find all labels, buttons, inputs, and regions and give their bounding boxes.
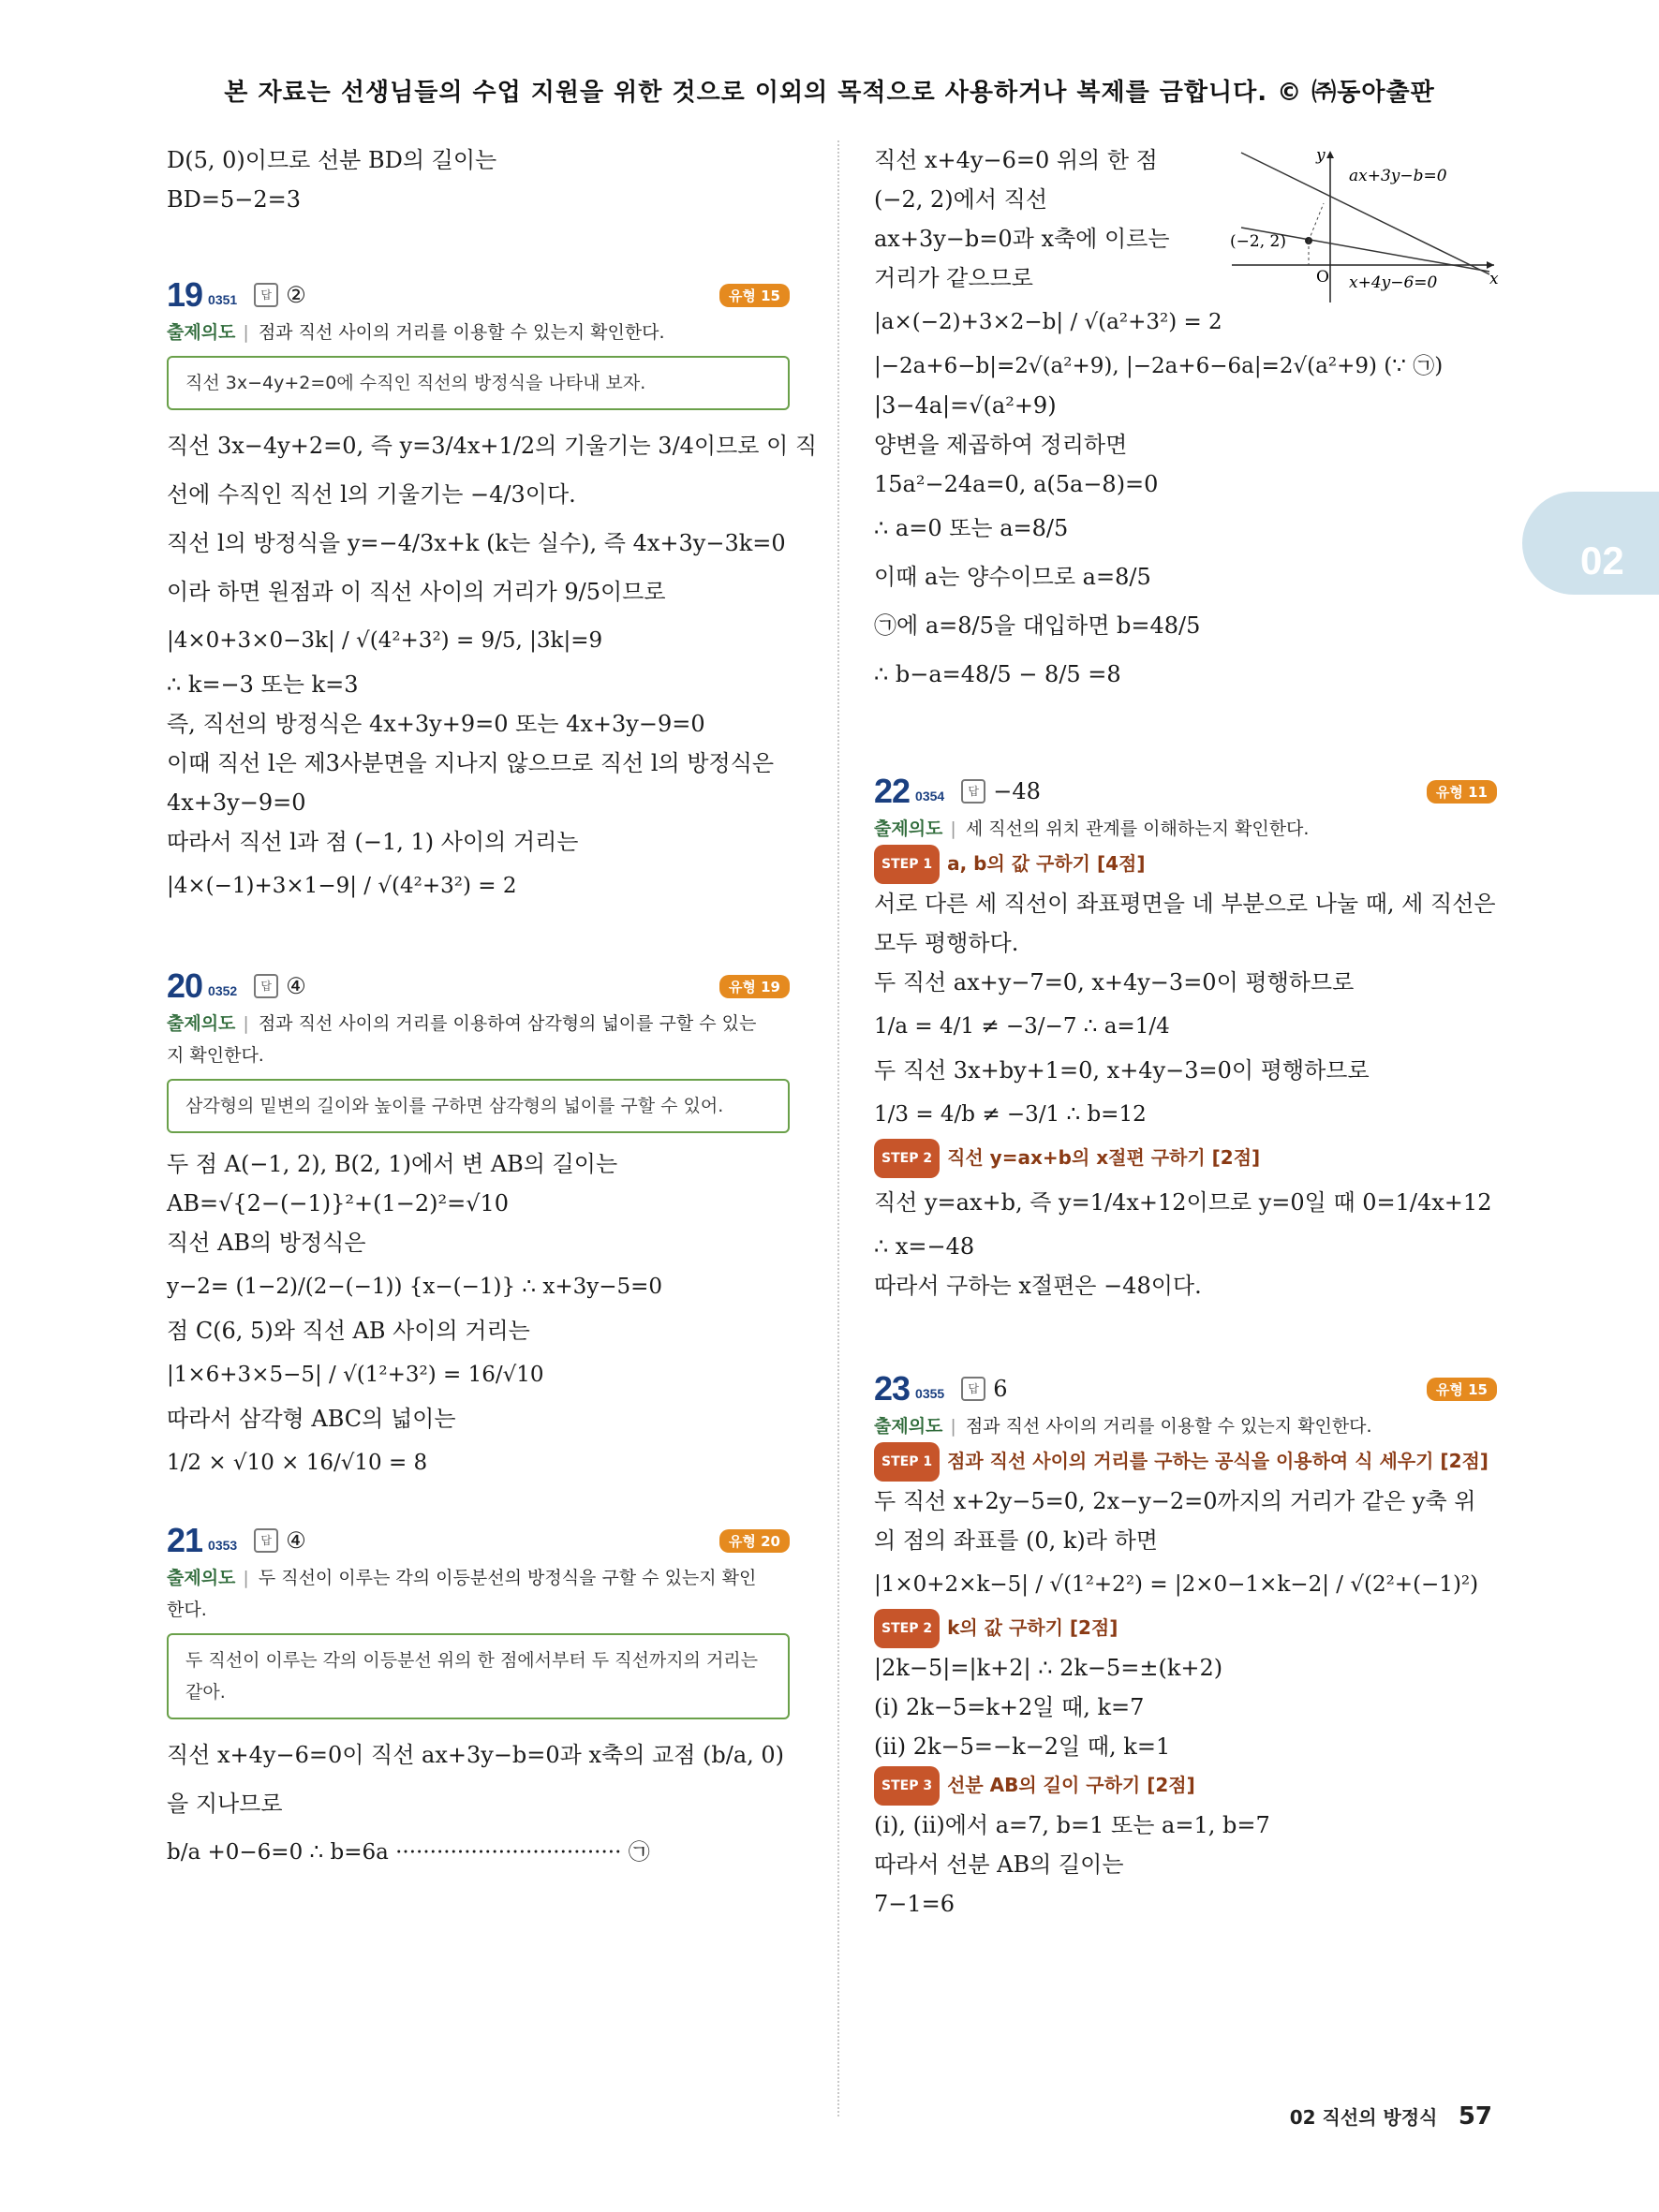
- problem-number: 22: [874, 772, 911, 810]
- solution-line: 직선 3x−4y+2=0, 즉 y=3/4x+1/2의 기울기는 3/4이므로 이 직: [167, 433, 818, 459]
- label-ax3yb: ax+3y−b=0: [1349, 167, 1447, 185]
- problem-header: [167, 1519, 790, 1562]
- intent-text-cont: 한다.: [167, 1600, 207, 1620]
- solution-line: 따라서 삼각형 ABC의 넓이는: [167, 1406, 456, 1432]
- intent-label: 출제의도: [874, 818, 943, 839]
- solution-line: 모두 평행하다.: [874, 930, 1019, 956]
- solution-line: |a×(−2)+3×2−b| / √(a²+3²) = 2: [874, 310, 1222, 334]
- step-heading: [874, 845, 1497, 884]
- label-y: y: [1316, 146, 1326, 165]
- problem-intent: 출제의도 | 두 직선이 이루는 각의 이등분선의 방정식을 구할 수 있는지 확인: [167, 1568, 757, 1588]
- solution-line: 점 C(6, 5)와 직선 AB 사이의 거리는: [167, 1318, 530, 1344]
- type-badge: 유형 19: [719, 975, 790, 998]
- step-heading: [874, 1139, 1497, 1178]
- solution-line: 따라서 구하는 x절편은 −48이다.: [874, 1273, 1202, 1299]
- intent-text: 점과 직선 사이의 거리를 이용하여 삼각형의 넓이를 구할 수 있는: [258, 1013, 757, 1034]
- problem-intent: 출제의도 | 점과 직선 사이의 거리를 이용할 수 있는지 확인한다.: [167, 322, 665, 343]
- step-badge: STEP 1: [874, 845, 940, 884]
- solution-line: 두 직선 ax+y−7=0, x+4y−3=0이 평행하므로: [874, 969, 1355, 995]
- label-x: x: [1489, 270, 1499, 288]
- problem-code: 0352: [208, 983, 238, 998]
- problem-header: [167, 965, 790, 1008]
- solution-line: AB=√{2−(−1)}²+(1−2)²=√10: [167, 1190, 510, 1217]
- page-number: 57: [1458, 2102, 1492, 2131]
- solution-line: |1×0+2×k−5| / √(1²+2²) = |2×0−1×k−2| / √(2²+(−1)²): [874, 1572, 1479, 1597]
- hint-box: [167, 1633, 790, 1719]
- solution-line: 1/2 × √10 × 16/√10 = 8: [167, 1451, 428, 1475]
- step-badge: STEP 3: [874, 1766, 940, 1806]
- solution-line: 두 직선 x+2y−5=0, 2x−y−2=0까지의 거리가 같은 y축 위: [874, 1488, 1476, 1514]
- type-badge: 유형 20: [719, 1529, 790, 1553]
- problem-number: 19: [167, 275, 203, 314]
- column-divider: [837, 140, 839, 2116]
- solution-line: (i) 2k−5=k+2일 때, k=7: [874, 1694, 1145, 1720]
- answer-value: −48: [993, 778, 1041, 804]
- answer-icon: 답: [254, 1528, 278, 1553]
- intent-text: 점과 직선 사이의 거리를 이용할 수 있는지 확인한다.: [258, 322, 665, 343]
- intro-line: BD=5−2=3: [167, 186, 302, 213]
- solution-line: 직선 l의 방정식을 y=−4/3x+k (k는 실수), 즉 4x+3y−3k=0: [167, 530, 786, 556]
- intent-text: 세 직선의 위치 관계를 이해하는지 확인한다.: [965, 818, 1310, 839]
- problem-header: [874, 770, 1497, 813]
- label-point: (−2, 2): [1230, 232, 1286, 251]
- step-title: 점과 직선 사이의 거리를 구하는 공식을 이용하여 식 세우기 [2점]: [947, 1450, 1489, 1472]
- solution-line: 따라서 직선 l과 점 (−1, 1) 사이의 거리는: [167, 829, 579, 855]
- label-x4y6: x+4y−6=0: [1349, 273, 1438, 292]
- solution-line: 직선 x+4y−6=0이 직선 ax+3y−b=0과 x축의 교점 (b/a, 0): [167, 1742, 785, 1768]
- solution-line: 즉, 직선의 방정식은 4x+3y+9=0 또는 4x+3y−9=0: [167, 711, 705, 737]
- answer-value: ④: [286, 1527, 306, 1554]
- intent-label: 출제의도: [874, 1416, 943, 1437]
- right-column: [874, 140, 1497, 1924]
- step-heading: [874, 1609, 1497, 1648]
- answer-icon: 답: [254, 283, 278, 307]
- footer-section: 02 직선의 방정식: [1289, 2106, 1438, 2129]
- hint-box: 직선 3x−4y+2=0에 수직인 직선의 방정식을 나타내 보자.: [167, 356, 790, 410]
- solution-line: 두 직선 3x+by+1=0, x+4y−3=0이 평행하므로: [874, 1057, 1370, 1084]
- chapter-tab: [1522, 492, 1659, 595]
- solution-line: 7−1=6: [874, 1891, 955, 1917]
- solution-line: (ii) 2k−5=−k−2일 때, k=1: [874, 1733, 1171, 1760]
- solution-line: ∴ x=−48: [874, 1233, 975, 1260]
- problem-code: 0355: [915, 1386, 945, 1401]
- step-title: k의 값 구하기 [2점]: [947, 1616, 1118, 1639]
- solution-line: (−2, 2)에서 직선: [874, 186, 1047, 213]
- answer-value: ④: [286, 973, 306, 999]
- solution-line: 따라서 선분 AB의 길이는: [874, 1851, 1124, 1878]
- solution-line: y−2= (1−2)/(2−(−1)) {x−(−1)} ∴ x+3y−5=0: [167, 1275, 663, 1299]
- problem-code: 0353: [208, 1538, 238, 1553]
- solution-line: |3−4a|=√(a²+9): [874, 392, 1057, 419]
- intro-line: D(5, 0)이므로 선분 BD의 길이는: [167, 147, 497, 173]
- problem-21-figure: [1222, 145, 1503, 304]
- intent-label: 출제의도: [167, 1013, 236, 1034]
- step-heading: [874, 1442, 1497, 1482]
- problem-intent: 출제의도 | 점과 직선 사이의 거리를 이용하여 삼각형의 넓이를 구할 수 있는: [167, 1013, 757, 1034]
- perpendicular-1: [1309, 203, 1324, 241]
- x-axis-arrow: [1487, 261, 1494, 269]
- step-heading: [874, 1766, 1497, 1806]
- y-axis-arrow: [1326, 151, 1334, 158]
- solution-line: |−2a+6−b|=2√(a²+9), |−2a+6−6a|=2√(a²+9) (∵ ㉠): [874, 354, 1444, 378]
- solution-line: 거리가 같으므로: [874, 265, 1033, 291]
- step-badge: STEP 2: [874, 1139, 940, 1178]
- solution-line: 이때 a는 양수이므로 a=8/5: [874, 564, 1151, 590]
- solution-line: 직선 x+4y−6=0 위의 한 점: [874, 147, 1158, 173]
- solution-line: 양변을 제곱하여 정리하면: [874, 432, 1128, 458]
- solution-line: |2k−5|=|k+2| ∴ 2k−5=±(k+2): [874, 1655, 1223, 1681]
- solution-line: 직선 AB의 방정식은: [167, 1230, 366, 1256]
- problem-number: 23: [874, 1369, 911, 1408]
- solution-line: 15a²−24a=0, a(5a−8)=0: [874, 471, 1159, 497]
- step-title: 직선 y=ax+b의 x절편 구하기 [2점]: [947, 1146, 1261, 1169]
- type-badge: 유형 11: [1427, 780, 1497, 804]
- type-badge: 유형 15: [719, 284, 790, 307]
- solution-line: 4x+3y−9=0: [167, 789, 306, 816]
- solution-line: ㉠에 a=8/5을 대입하면 b=48/5: [874, 612, 1201, 639]
- intent-label: 출제의도: [167, 1568, 236, 1588]
- solution-line: b/a +0−6=0 ∴ b=6a ································· ㉠: [167, 1840, 650, 1865]
- label-origin: O: [1316, 268, 1329, 287]
- solution-line: 1/3 = 4/b ≠ −3/1 ∴ b=12: [874, 1102, 1147, 1127]
- solution-line: 이때 직선 l은 제3사분면을 지나지 않으므로 직선 l의 방정식은: [167, 750, 775, 776]
- intent-text: 점과 직선 사이의 거리를 이용할 수 있는지 확인한다.: [965, 1416, 1372, 1437]
- intent-text: 두 직선이 이루는 각의 이등분선의 방정식을 구할 수 있는지 확인: [258, 1568, 757, 1588]
- solution-line: 선에 수직인 직선 l의 기울기는 −4/3이다.: [167, 481, 576, 508]
- solution-line: 의 점의 좌표를 (0, k)라 하면: [874, 1527, 1158, 1554]
- intent-label: 출제의도: [167, 322, 236, 343]
- answer-value: ②: [286, 282, 306, 308]
- problem-intent: 출제의도 | 세 직선의 위치 관계를 이해하는지 확인한다.: [874, 818, 1310, 839]
- solution-line: 1/a = 4/1 ≠ −3/−7 ∴ a=1/4: [874, 1014, 1170, 1039]
- step-title: 선분 AB의 길이 구하기 [2점]: [947, 1774, 1195, 1796]
- hint-line: 같아.: [185, 1682, 226, 1703]
- answer-icon: 답: [961, 1377, 985, 1401]
- solution-line: ax+3y−b=0과 x축에 이르는: [874, 226, 1170, 252]
- solution-line: 을 지나므로: [167, 1791, 283, 1817]
- page-footer: [1290, 2102, 1492, 2131]
- copyright-notice: 본 자료는 선생님들의 수업 지원을 위한 것으로 이외의 목적으로 사용하거나 복제를 금합니다. © ㈜동아출판: [224, 79, 1435, 107]
- solution-line: ∴ b−a=48/5 − 8/5 =8: [874, 661, 1121, 687]
- intent-text-cont: 지 확인한다.: [167, 1045, 264, 1066]
- solution-line: 서로 다른 세 직선이 좌표평면을 네 부분으로 나눌 때, 세 직선은: [874, 891, 1496, 917]
- answer-icon: 답: [961, 779, 985, 804]
- solution-line: |4×0+3×0−3k| / √(4²+3²) = 9/5, |3k|=9: [167, 628, 603, 653]
- solution-line: ∴ a=0 또는 a=8/5: [874, 515, 1069, 541]
- hint-box: 삼각형의 밑변의 길이와 높이를 구하면 삼각형의 넓이를 구할 수 있어.: [167, 1079, 790, 1133]
- problem-code: 0351: [208, 292, 238, 307]
- solution-line: |1×6+3×5−5| / √(1²+3²) = 16/√10: [167, 1363, 544, 1387]
- hint-line: 두 직선이 이루는 각의 이등분선 위의 한 점에서부터 두 직선까지의 거리는: [185, 1650, 759, 1671]
- problem-header: [874, 1367, 1497, 1410]
- answer-icon: 답: [254, 974, 278, 998]
- chapter-tab-label: 02: [1580, 538, 1624, 582]
- solution-line: |4×(−1)+3×1−9| / √(4²+3²) = 2: [167, 874, 517, 898]
- solution-line: 이라 하면 원점과 이 직선 사이의 거리가 9/5이므로: [167, 579, 666, 605]
- problem-number: 20: [167, 966, 203, 1005]
- step-badge: STEP 1: [874, 1442, 940, 1482]
- left-column: [167, 140, 818, 1877]
- type-badge: 유형 15: [1427, 1378, 1497, 1401]
- solution-line: ∴ k=−3 또는 k=3: [167, 671, 359, 698]
- solution-line: 두 점 A(−1, 2), B(2, 1)에서 변 AB의 길이는: [167, 1151, 618, 1177]
- problem-intent: 출제의도 | 점과 직선 사이의 거리를 이용할 수 있는지 확인한다.: [874, 1416, 1372, 1437]
- problem-code: 0354: [915, 789, 945, 804]
- problem-number: 21: [167, 1521, 203, 1559]
- solution-line: (i), (ii)에서 a=7, b=1 또는 a=1, b=7: [874, 1812, 1270, 1838]
- answer-value: 6: [993, 1376, 1008, 1402]
- step-title: a, b의 값 구하기 [4점]: [947, 852, 1146, 875]
- problem-header: [167, 273, 790, 317]
- solution-line: 직선 y=ax+b, 즉 y=1/4x+12이므로 y=0일 때 0=1/4x+12: [874, 1189, 1492, 1216]
- step-badge: STEP 2: [874, 1609, 940, 1648]
